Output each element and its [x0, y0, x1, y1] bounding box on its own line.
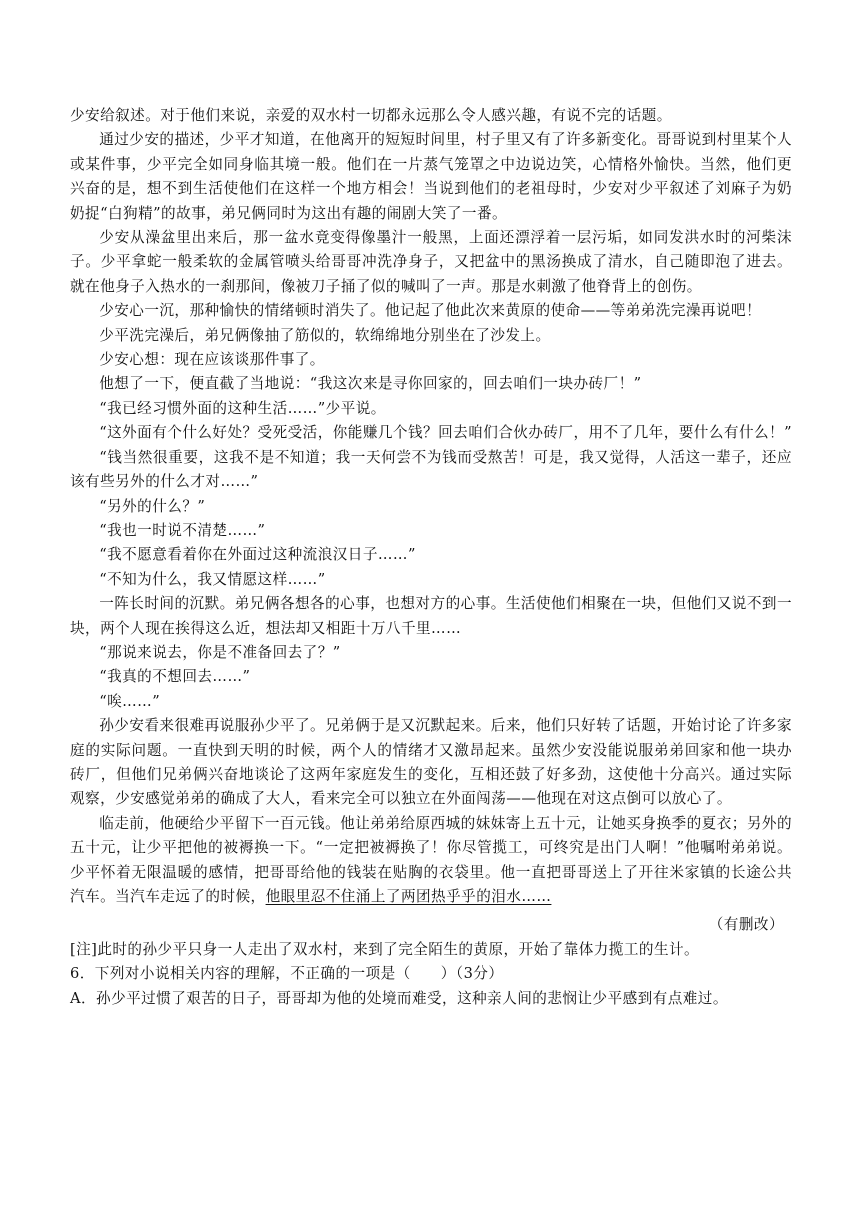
paragraph: 通过少安的描述，少平才知道，在他离开的短短时间里，村子里又有了许多新变化。哥哥说到村里某个人或某件事，少平完全如同身临其境一般。他们在一片蒸气笼罩之中边说边笑，心情格外愉快。当然，他们更兴奋的是，想不到生活使他们在这样一个地方相会！当说到他们的老祖母时，少安对少平叙述了刘麻子为奶奶捉“白狗精”的故事，弟兄俩同时为这出有趣的闹剧大笑了一番。 [70, 131, 792, 222]
paragraph: “那说来说去，你是不准备回去了？” [99, 643, 341, 661]
question-6: 6．下列对小说相关内容的理解，不正确的一项是（ ）（3分） [70, 965, 504, 983]
paragraph: 一阵长时间的沉默。弟兄俩各想各的心事，也想对方的心事。生活使他们相聚在一块，但他们又说不到一块，两个人现在挨得这么近，想法却又相距十万八千里…… [70, 595, 792, 637]
source-note: （有删改） [708, 916, 784, 934]
paragraph: “我不愿意看着你在外面过这种流浪汉日子……” [99, 546, 416, 564]
paragraph: “我也一时说不清楚……” [99, 521, 266, 539]
paragraph: “另外的什么？” [99, 497, 206, 515]
paragraph-list [70, 104, 792, 812]
paragraph: “唉……” [99, 692, 161, 710]
paragraph: 他想了一下，便直截了当地说：“我这次来是寻你回家的，回去咱们一块办砖厂！” [99, 375, 642, 393]
paragraph: 孙少安看来很难再说服孙少平了。兄弟俩于是又沉默起来。后来，他们只好转了话题，开始讨论了许多家庭的实际问题。一直快到天明的时候，两个人的情绪才又激昂起来。虽然少安没能说服弟弟回家和他一块办砖厂，但他们兄弟俩兴奋地谈论了这两年家庭发生的变化，互相还鼓了好多劲，这使他十分高兴。通过实际观察，少安感觉弟弟的确成了大人，看来完全可以独立在外面闯荡——他现在对这点倒可以放心了。 [70, 717, 792, 808]
paragraph: “不知为什么，我又情愿这样……” [99, 570, 326, 588]
article-body [70, 104, 792, 1011]
paragraph: 少安给叙述。对于他们来说，亲爱的双水村一切都永远那么令人感兴趣，有说不完的话题。 [70, 107, 672, 124]
paragraph: “我已经习惯外面的这种生活……”少平说。 [99, 399, 386, 417]
final-paragraph [70, 812, 792, 910]
paragraph: “我真的不想回去……” [99, 668, 251, 686]
paragraph: 少安心想：现在应该谈那件事了。 [99, 351, 325, 369]
paragraph: 少平洗完澡后，弟兄俩像抽了筋似的，软绵绵地分别坐在了沙发上。 [99, 326, 551, 344]
underlined-sentence: 他眼里忍不住涌上了两团热乎乎的泪水…… [265, 888, 552, 905]
paragraph: 少安心一沉，那种愉快的情绪顿时消失了。他记起了他此次来黄原的使命——等弟弟洗完澡再说吧！ [99, 302, 762, 320]
option-a: A．孙少平过惯了艰苦的日子，哥哥却为他的处境而难受，这种亲人间的悲悯让少平感到有点难过。 [70, 989, 728, 1007]
paragraph: “钱当然很重要，这我不是不知道；我一天何尝不为钱而受熬苦！可是，我又觉得，人活这一辈子，还应该有些另外的什么才对……” [70, 448, 792, 491]
paragraph: 少安从澡盆里出来后，那一盆水竟变得像墨汁一般黑，上面还漂浮着一层污垢，如同发洪水时的河柴沫子。少平拿蛇一般柔软的金属管喷头给哥哥冲洗净身子，又把盆中的黑汤换成了清水，自己随即泡了进去。就在他身子入热水的一刹那间，像被刀子捅了似的喊叫了一声。那是水刺激了他脊背上的创伤。 [70, 229, 792, 295]
footnote: [注]此时的孙少平只身一人走出了双水村，来到了完全陌生的黄原，开始了靠体力揽工的生计。 [70, 940, 700, 958]
final-paragraph-text: 临走前，他硬给少平留下一百元钱。他让弟弟给原西城的妹妹寄上五十元，让她买身换季的夏衣；另外的五十元，让少平把他的被褥换一下。“一定把被褥换了！你尽管揽工，可终究是出门人啊！”他嘱咐弟弟说。少平怀着无限温暖的感情，把哥哥给他的钱装在贴胸的衣袋里。他一直把哥哥送上了开往米家镇的长途公共汽车。当汽车走远了的时候， [70, 814, 792, 905]
paragraph: “这外面有个什么好处？受死受活，你能赚几个钱？回去咱们合伙办砖厂，用不了几年，要什么有什么！” [99, 424, 792, 442]
